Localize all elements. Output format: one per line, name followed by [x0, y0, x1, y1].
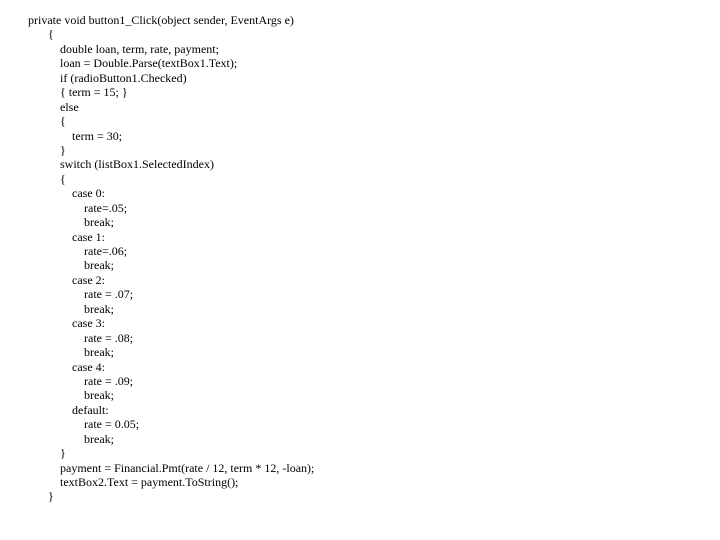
code-line: case 2: — [72, 272, 105, 287]
code-line: { term = 15; } — [60, 85, 128, 100]
code-line: case 3: — [72, 316, 105, 331]
code-line: payment = Financial.Pmt(rate / 12, term * 12, -loan); — [60, 460, 315, 475]
code-line: if (radioButton1.Checked) — [60, 70, 187, 85]
code-line: { — [48, 27, 54, 42]
code-line: rate = 0.05; — [84, 417, 140, 432]
code-line: rate = .07; — [84, 287, 134, 302]
code-line: case 0: — [72, 186, 105, 201]
code-line: rate = .09; — [84, 373, 134, 388]
code-line: } — [60, 446, 66, 461]
code-line: { — [60, 171, 66, 186]
code-line: term = 30; — [72, 128, 123, 143]
code-line: break; — [84, 301, 114, 316]
code-line: else — [60, 99, 79, 114]
code-line: break; — [84, 215, 114, 230]
code-line: break; — [84, 388, 114, 403]
code-line: rate=.06; — [84, 244, 128, 258]
code-line: break; — [84, 258, 114, 273]
code-line: case 4: — [72, 359, 105, 374]
code-line: loan = Double.Parse(textBox1.Text); — [60, 56, 238, 71]
code-line: rate = .08; — [84, 330, 134, 345]
code-line: default: — [72, 402, 109, 417]
code-line: double loan, term, rate, payment; — [60, 41, 219, 56]
code-listing — [0, 13, 720, 504]
code-line: } — [60, 142, 66, 157]
code-line: { — [60, 114, 66, 129]
code-line: rate=.05; — [84, 200, 128, 215]
code-line: private void button1_Click(object sender, EventArgs e) — [28, 13, 294, 27]
code-line: break; — [84, 345, 114, 360]
code-line: } — [48, 489, 54, 504]
code-line: switch (listBox1.SelectedIndex) — [60, 157, 214, 172]
code-line: textBox2.Text = payment.ToString(); — [60, 475, 239, 489]
code-line: break; — [84, 431, 114, 446]
code-line: case 1: — [72, 229, 105, 244]
